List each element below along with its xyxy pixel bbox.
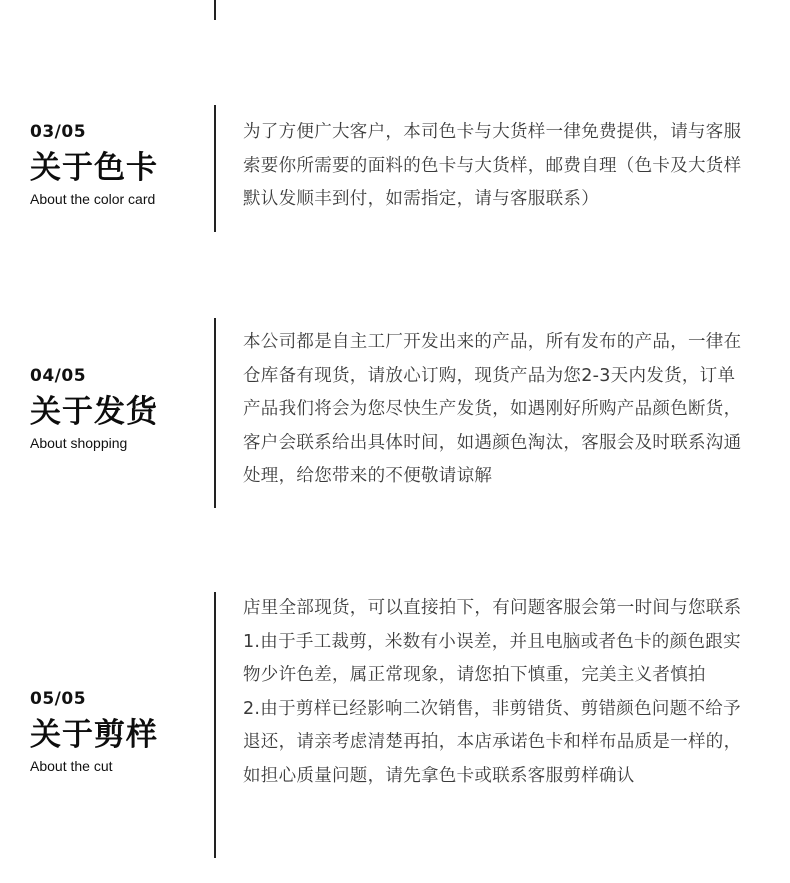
section-divider [214, 105, 216, 232]
section-subtitle: About shopping [30, 435, 128, 451]
section-body [243, 326, 748, 494]
section-paragraph: 店里全部现货，可以直接拍下，有问题客服会第一时间与您联系 [243, 598, 742, 618]
section-number: 04/05 [30, 366, 87, 386]
section-heading [30, 366, 210, 452]
section-subtitle: About the color card [30, 191, 156, 207]
section-divider [214, 318, 216, 508]
section-heading [30, 689, 210, 775]
section-number: 03/05 [30, 122, 87, 142]
section-paragraph: 1.由于手工裁剪，米数有小误差，并且电脑或者色卡的颜色跟实物少许色差，属正常现象，请您拍下慎重，完美主义者慎拍 [243, 631, 741, 685]
section-subtitle: About the cut [30, 758, 113, 774]
section-title: 关于剪样 [30, 717, 158, 753]
section-divider [214, 592, 216, 858]
section-title: 关于色卡 [30, 150, 158, 186]
section-heading [30, 122, 210, 208]
section-title: 关于发货 [30, 394, 158, 430]
section-paragraph: 为了方便广大客户，本司色卡与大货样一律免费提供，请与客服索要你所需要的面料的色卡与大货样，邮费自理（色卡及大货样默认发顺丰到付，如需指定，请与客服联系） [243, 122, 742, 209]
section-paragraph: 本公司都是自主工厂开发出来的产品，所有发布的产品，一律在仓库备有现货，请放心订购，现货产品为您2-3天内发货，订单产品我们将会为您尽快生产发货，如遇刚好所购产品颜色断货，客户会联系给出具体时间，如遇颜色淘汰，客服会及时联系沟通处理，给您带来的不便敬请谅解 [243, 332, 742, 486]
section-number: 05/05 [30, 689, 87, 709]
section-body [243, 592, 748, 793]
top-divider-fragment [214, 0, 216, 20]
section-body [243, 116, 748, 217]
section-paragraph: 2.由于剪样已经影响二次销售，非剪错货、剪错颜色问题不给予退还，请亲考虑清楚再拍，本店承诺色卡和样布品质是一样的，如担心质量问题，请先拿色卡或联系客服剪样确认 [243, 698, 742, 786]
